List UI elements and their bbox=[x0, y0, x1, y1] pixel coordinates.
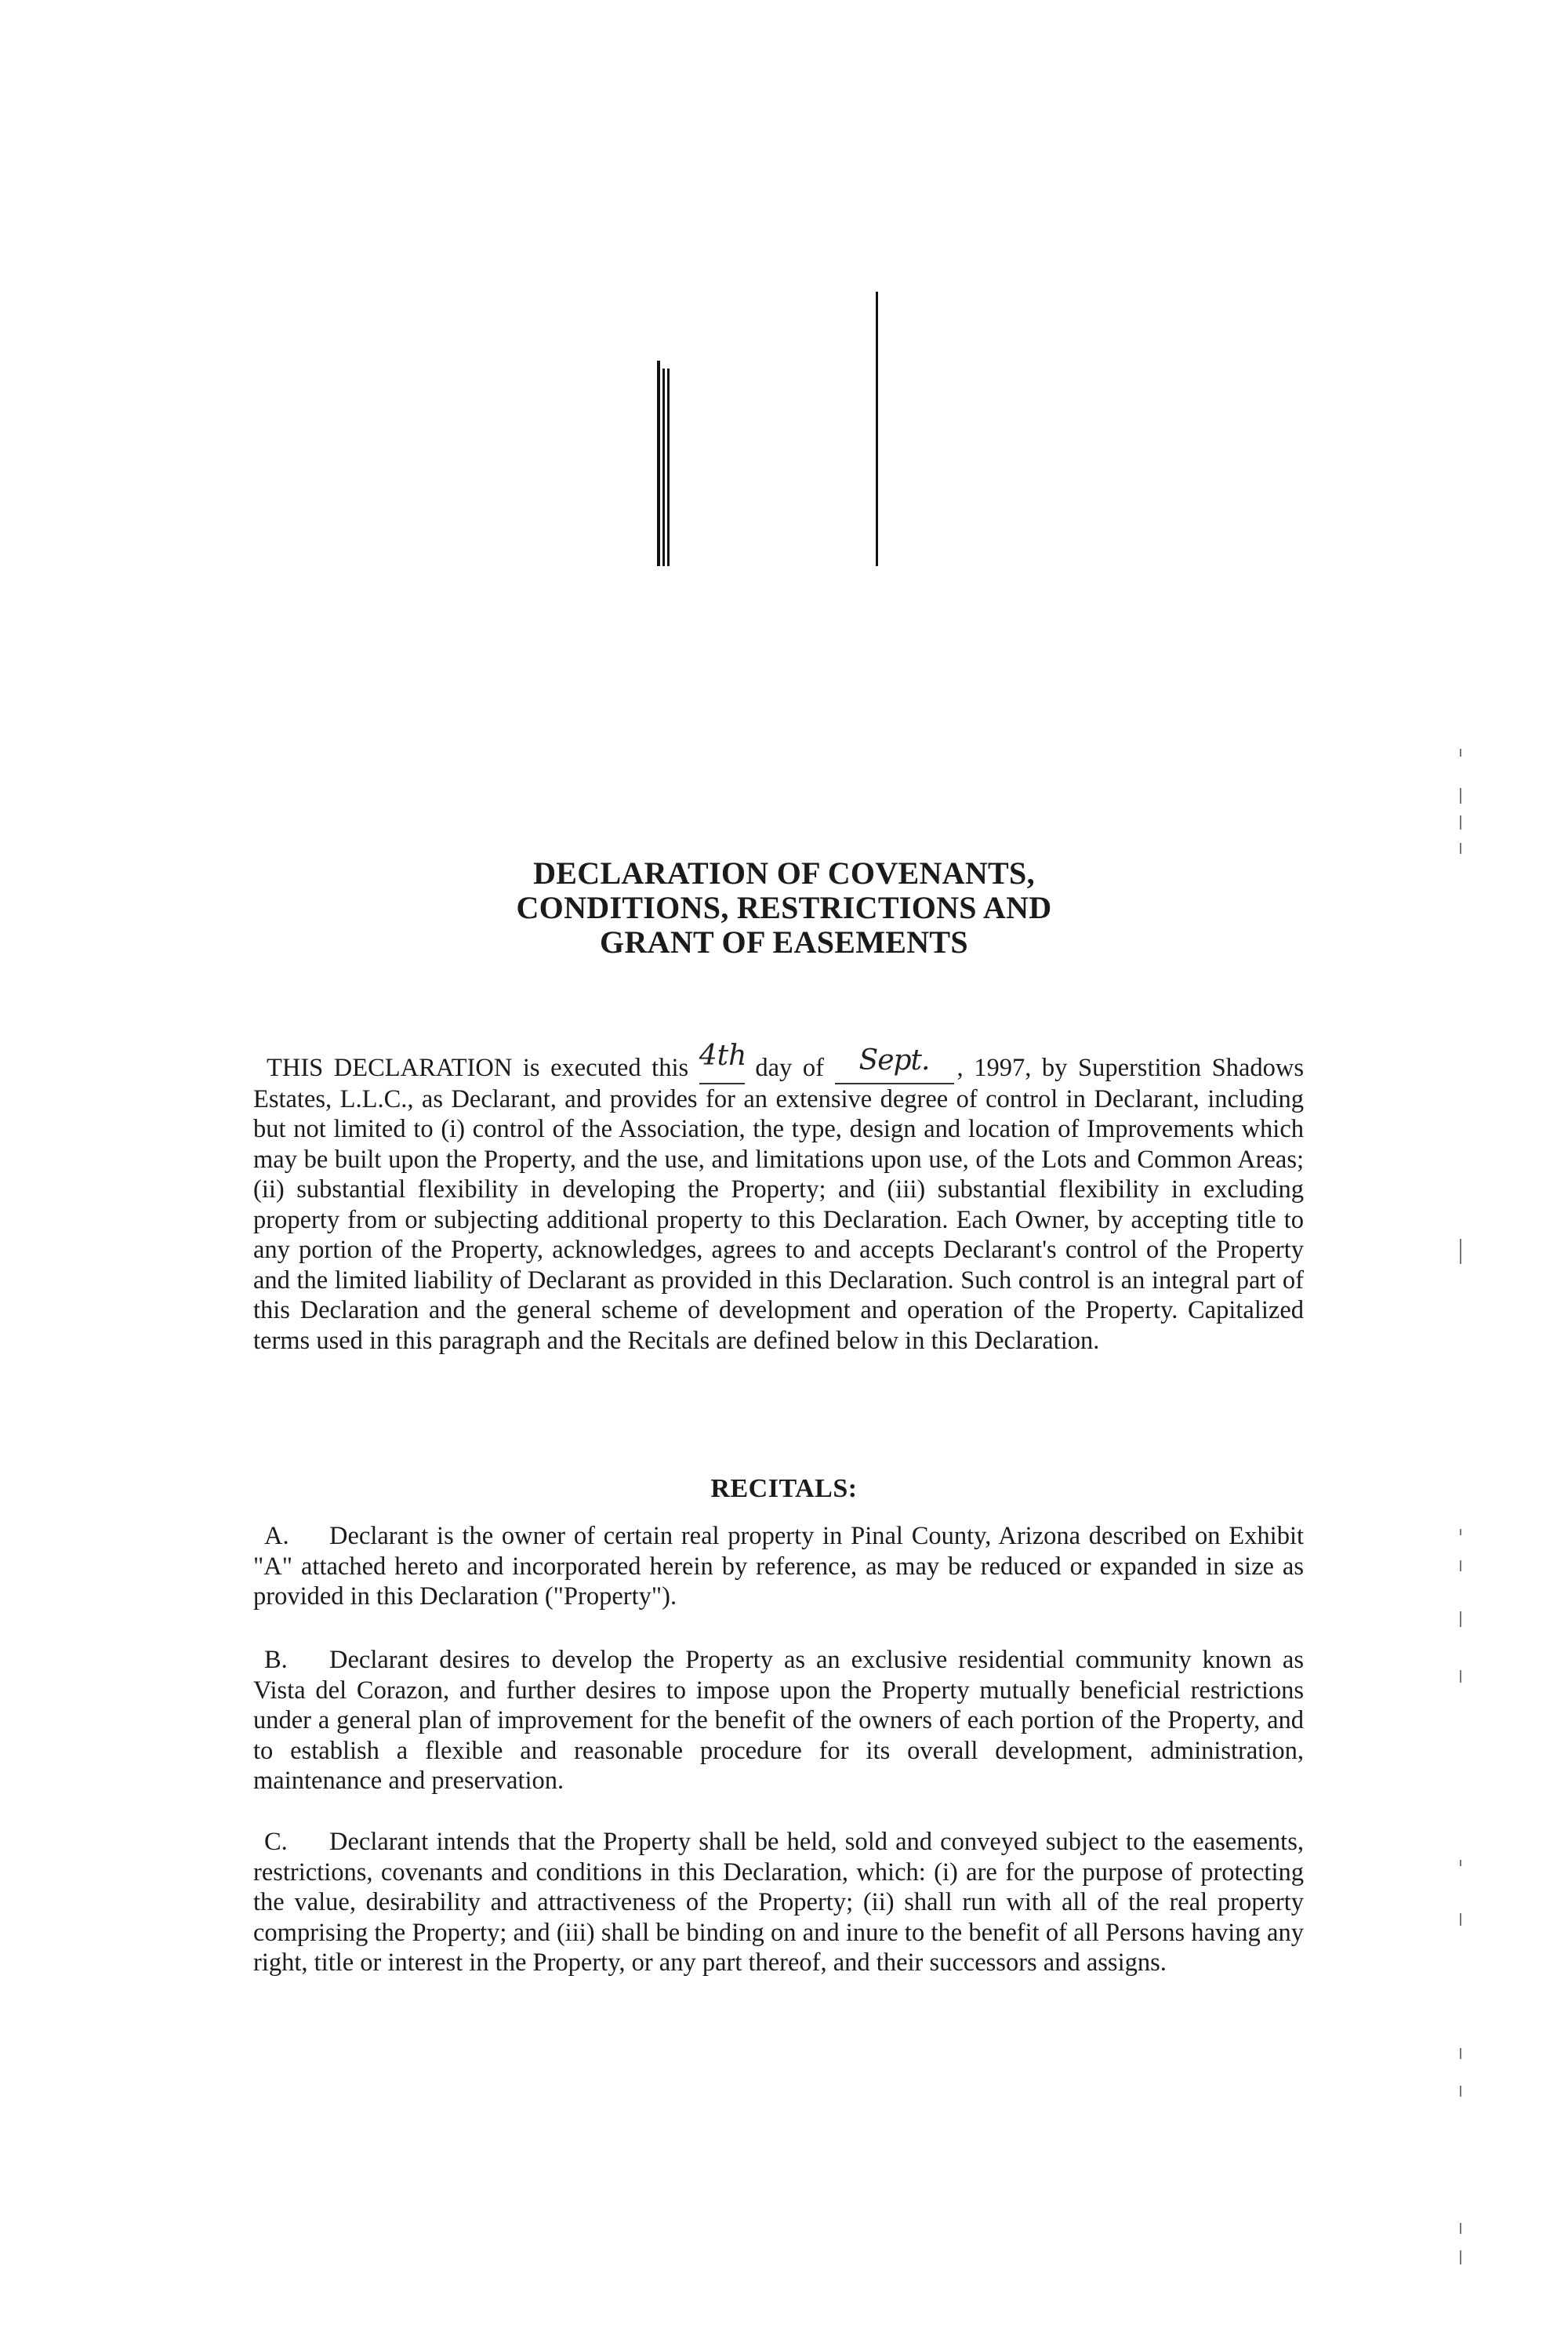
recital-text: Declarant is the owner of certain real property in Pinal County, Arizona described on Exhibit "A" attached hereto and incorporated herein by reference, as may be reduced or expanded in size as provided in this Declaration ("Property"). bbox=[253, 1522, 1304, 1611]
margin-mark bbox=[1460, 2048, 1461, 2059]
margin-mark bbox=[1460, 788, 1461, 804]
margin-mark bbox=[1460, 1560, 1461, 1571]
margin-mark bbox=[1460, 815, 1461, 830]
margin-mark bbox=[1460, 2086, 1461, 2097]
recital-letter: B. bbox=[264, 1646, 288, 1674]
scan-bar-left-1 bbox=[657, 361, 660, 566]
margin-mark bbox=[1460, 843, 1461, 854]
handwritten-day: 4th bbox=[699, 1040, 747, 1072]
margin-mark bbox=[1460, 1239, 1461, 1264]
recital-a bbox=[253, 1521, 1304, 1612]
intro-paragraph bbox=[253, 1040, 1305, 1356]
handwritten-month: Sept. bbox=[858, 1044, 930, 1077]
title-line: DECLARATION OF COVENANTS, bbox=[533, 855, 1035, 891]
margin-mark bbox=[1460, 1670, 1461, 1683]
title-line: CONDITIONS, RESTRICTIONS AND bbox=[516, 890, 1052, 925]
recital-letter: C. bbox=[264, 1828, 288, 1856]
handwritten-day-field bbox=[699, 1040, 747, 1084]
margin-mark bbox=[1460, 1913, 1461, 1926]
recital-c bbox=[253, 1827, 1304, 1978]
handwritten-month-field bbox=[835, 1044, 954, 1084]
margin-mark bbox=[1460, 1529, 1461, 1535]
recital-text: Declarant intends that the Property shall be held, sold and conveyed subject to the easements, restrictions, covenants and conditions in this Declaration, which: (i) are for the purpose of protecting the value, desirability and attractiveness of the Property; (ii) shall run with all of the real property comprising the Property; and (iii) shall be binding on and inure to the benefit of all Persons having any right, title or interest in the Property, or any part thereof, and their successors and assigns. bbox=[253, 1828, 1304, 1977]
scan-bar-left-2 bbox=[662, 369, 665, 566]
scan-bar-right bbox=[876, 292, 878, 566]
document-title bbox=[0, 856, 1568, 960]
margin-mark bbox=[1460, 2223, 1461, 2234]
recital-b bbox=[253, 1645, 1304, 1796]
scan-bar-left-3 bbox=[667, 369, 670, 566]
recital-text: Declarant desires to develop the Property as an exclusive residential community known as Vista del Corazon, and further desires to impose upon the Property mutually beneficial restrictions under a general plan of improvement for the benefit of the owners of each portion of the Property, and to establish a flexible and reasonable procedure for its overall development, administration, maintenance and preservation. bbox=[253, 1646, 1304, 1795]
intro-text-mid: day of bbox=[755, 1054, 824, 1082]
recitals-heading: RECITALS: bbox=[710, 1474, 858, 1503]
title-line: GRANT OF EASEMENTS bbox=[600, 924, 968, 960]
intro-text-start: THIS DECLARATION is executed this bbox=[267, 1054, 689, 1082]
margin-mark bbox=[1460, 2250, 1461, 2264]
margin-mark bbox=[1460, 749, 1461, 757]
intro-text-body: , 1997, by Superstition Shadows Estates, L.L.C., as Declarant, and provides for an extensive degree of control in Declarant, including but not limited to (i) control of the Association, the type, design and location of Improvements which may be built upon the Property, and the use, and limitations upon use, of the Lots and Common Areas; (ii) substantial flexibility in developing the Property; and (iii) substantial flexibility in excluding property from or subjecting additional property to this Declaration. Each Owner, by accepting title to any portion of the Property, acknowledges, agrees to and accepts Declarant's control of the Property and the limited liability of Declarant as provided in this Declaration. Such control is an integral part of this Declaration and the general scheme of development and operation of the Property. Capitalized terms used in this paragraph and the Recitals are defined below in this Declaration. bbox=[253, 1054, 1305, 1355]
margin-mark bbox=[1460, 1860, 1461, 1866]
recital-letter: A. bbox=[264, 1522, 289, 1550]
margin-mark bbox=[1460, 1611, 1461, 1627]
